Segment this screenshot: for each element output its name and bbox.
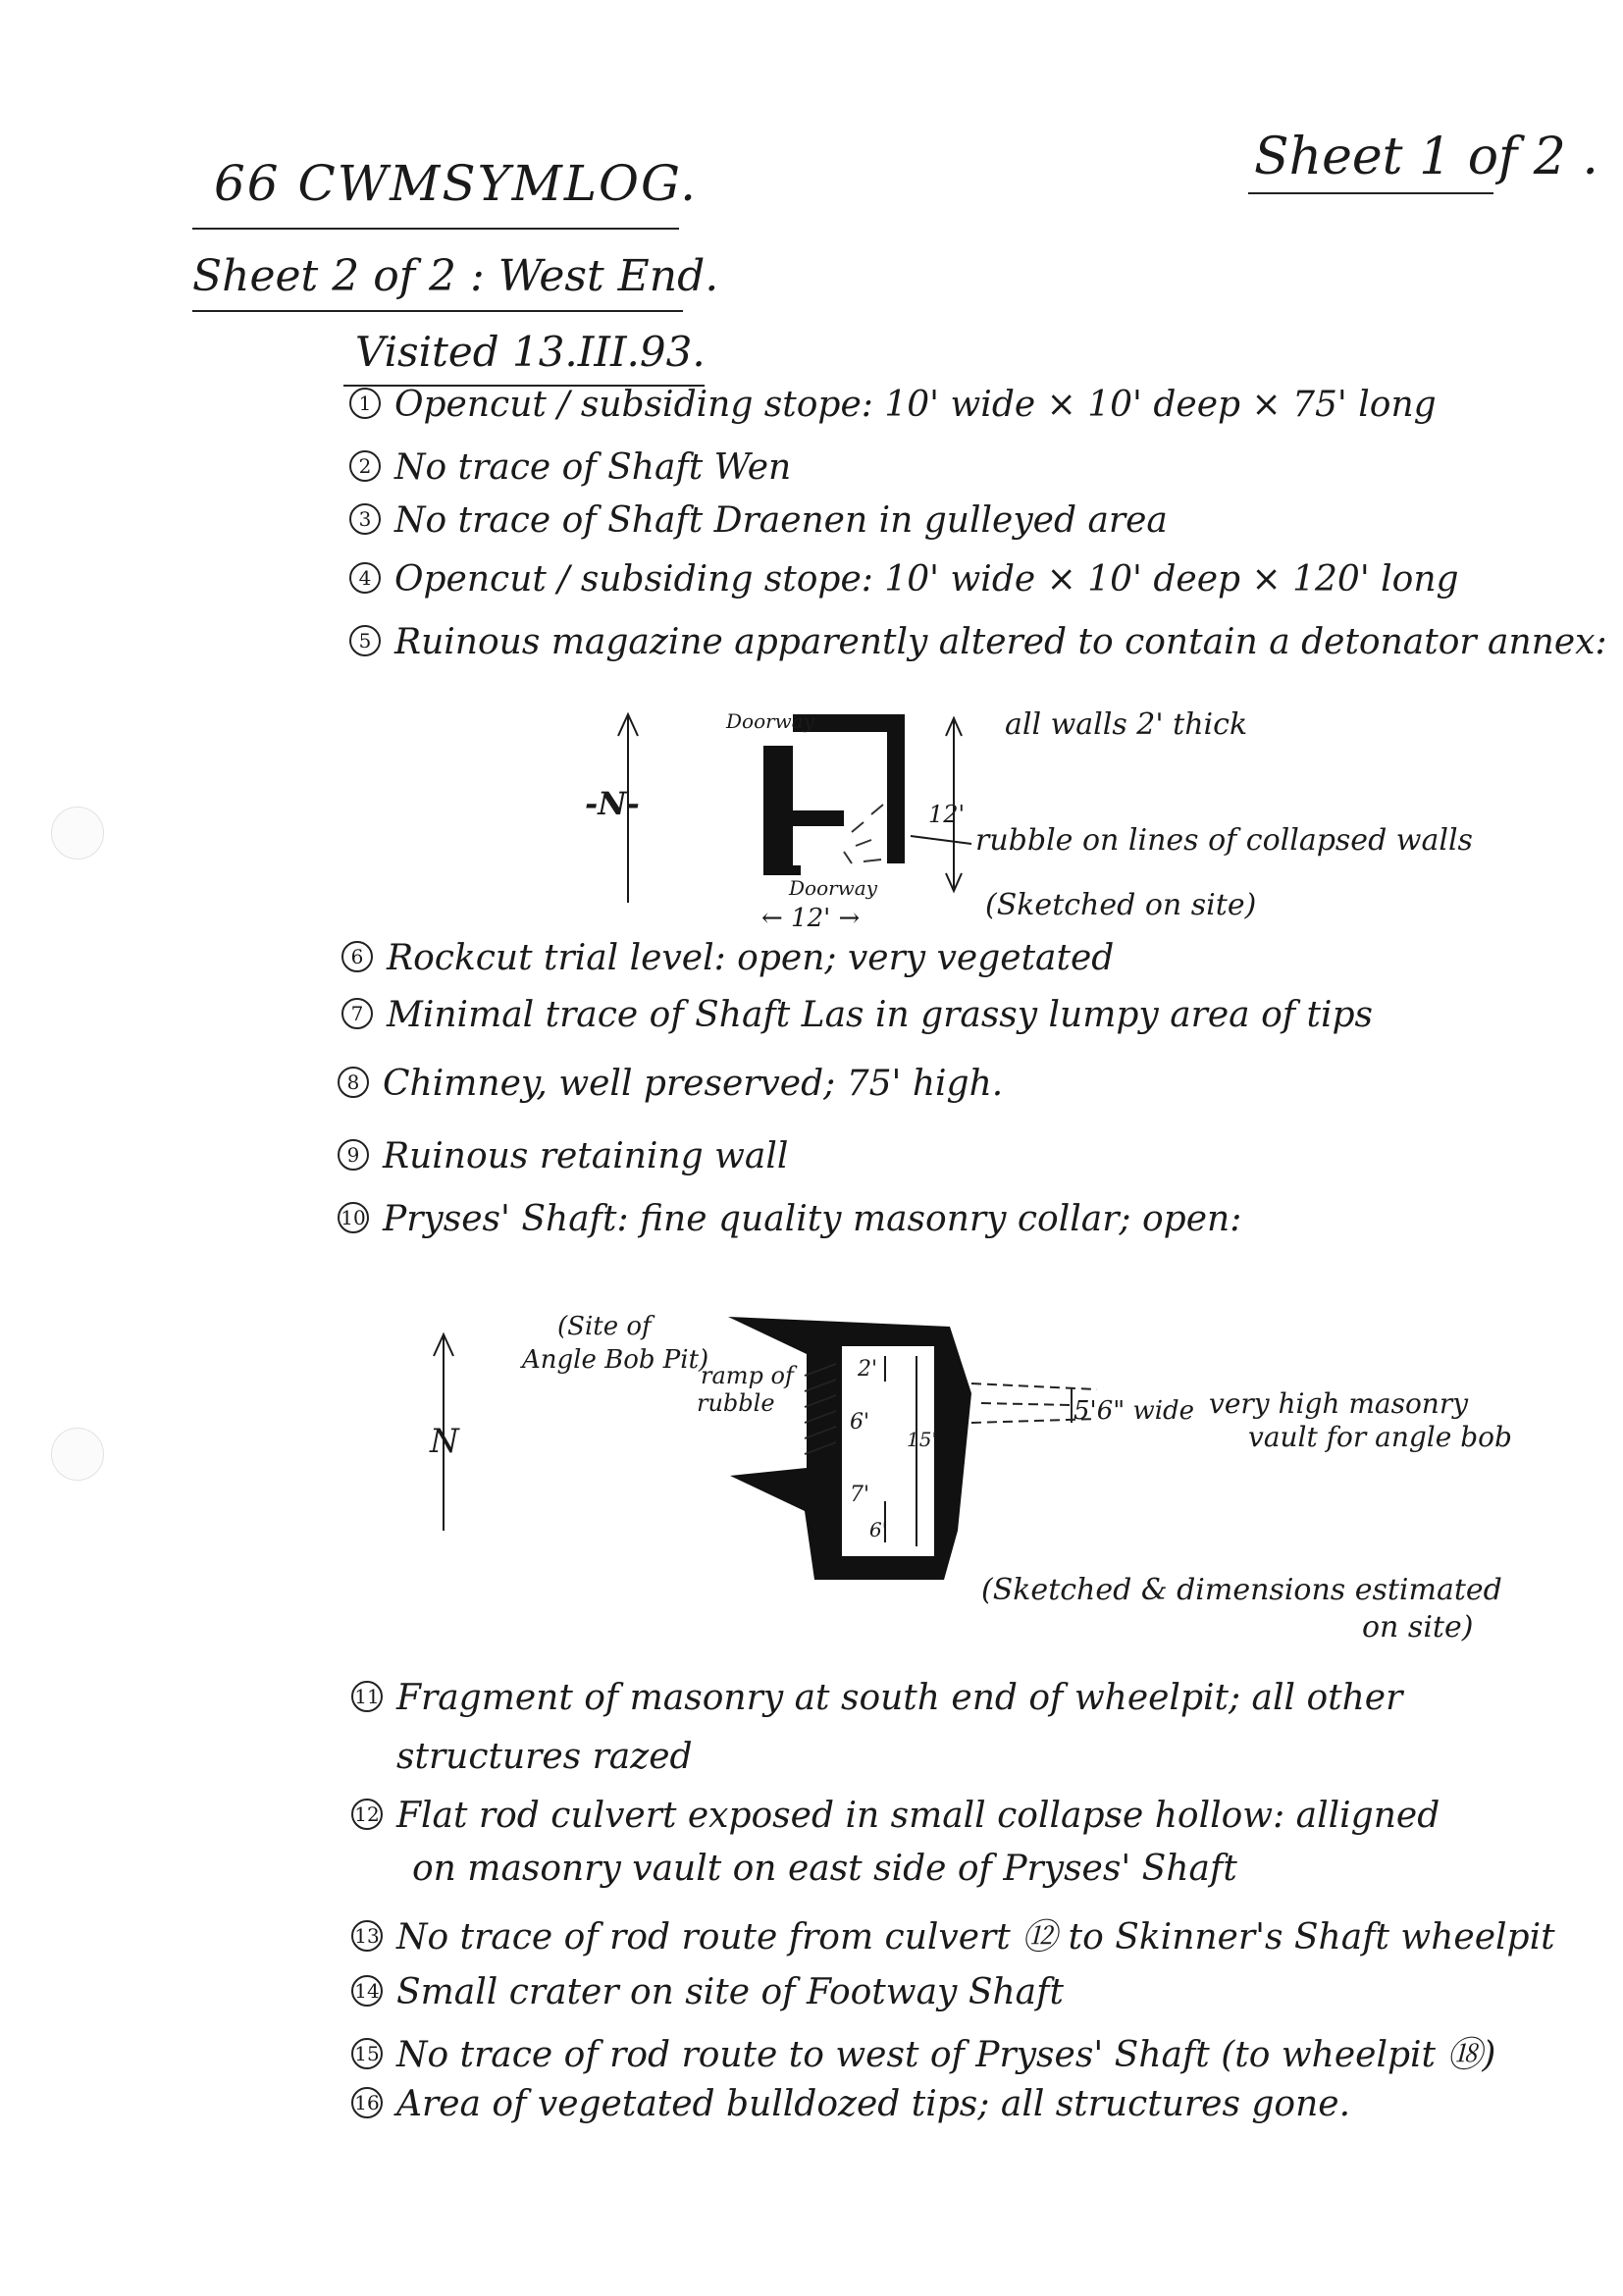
sheet-number: Sheet 1 of 2 . xyxy=(1254,128,1598,186)
list-item: 2 No trace of Shaft Wen xyxy=(349,447,791,488)
north-label-2: N xyxy=(430,1422,459,1461)
dim-2: 2' xyxy=(858,1357,878,1382)
dim-bottom-label: ← 12' → xyxy=(761,904,861,933)
list-item: 6 Rockcut trial level: open; very vegetated xyxy=(341,938,1114,978)
wall-inner xyxy=(793,810,844,826)
list-item: 1 Opencut / subsiding stope: 10' wide × 10' deep × 75' long xyxy=(349,385,1437,425)
list-item: 9 Ruinous retaining wall xyxy=(338,1136,788,1176)
vault-line xyxy=(971,1383,1097,1389)
wall-left xyxy=(763,746,793,865)
document-title: 66 CWMSYMLOG. xyxy=(214,155,699,212)
dim-15: 15' xyxy=(907,1428,937,1451)
rubble-mark xyxy=(852,822,864,832)
vault-line xyxy=(981,1403,1070,1405)
note-sketched-1: (Sketched on site) xyxy=(985,888,1257,922)
dim-6: 6' xyxy=(850,1410,870,1435)
visit-date: Visited 13.III.93. xyxy=(355,328,706,376)
list-item: 7 Minimal trace of Shaft Las in grassy lumpy area of tips xyxy=(341,995,1373,1035)
list-item: 15 No trace of rod route to west of Pryses' Shaft (to wheelpit ⑱) xyxy=(351,2027,1495,2077)
site-label-1: (Site of xyxy=(557,1312,652,1341)
dim-7: 7' xyxy=(850,1483,870,1507)
rubble-mark xyxy=(856,840,871,846)
dim-side-label: 12' xyxy=(928,801,966,828)
doorway-label-top: Doorway xyxy=(726,709,815,733)
ramp-label-2: rubble xyxy=(697,1389,775,1417)
shaft-interior xyxy=(842,1346,934,1556)
rubble-mark xyxy=(844,852,852,863)
wall-bottom-stub xyxy=(763,865,801,875)
dim-vault: 5'6" wide xyxy=(1073,1396,1195,1426)
list-item: 13 No trace of rod route from culvert ⑫ to Skinner's Shaft wheelpit xyxy=(351,1909,1555,1959)
list-item: 3 No trace of Shaft Draenen in gulleyed area xyxy=(349,500,1168,541)
doorway-label-bottom: Doorway xyxy=(789,876,878,900)
list-item: 4 Opencut / subsiding stope: 10' wide × 10' deep × 120' long xyxy=(349,559,1459,600)
note-walls: all walls 2' thick xyxy=(1005,707,1248,742)
vault-label-2: vault for angle bob xyxy=(1248,1421,1512,1453)
list-item: 12 Flat rod culvert exposed in small collapse hollow: alligned xyxy=(351,1796,1440,1836)
rubble-mark xyxy=(871,805,883,814)
list-item: 16 Area of vegetated bulldozed tips; all structures gone. xyxy=(351,2084,1350,2124)
list-item-continued: on masonry vault on east side of Pryses' Shaft xyxy=(412,1849,1237,1889)
list-item: 11 Fragment of masonry at south end of wheelpit; all other xyxy=(351,1678,1402,1718)
list-item: 14 Small crater on site of Footway Shaft xyxy=(351,1972,1064,2012)
list-item-continued: structures razed xyxy=(396,1737,693,1777)
list-item: 8 Chimney, well preserved; 75' high. xyxy=(338,1064,1003,1104)
ramp-label-1: ramp of xyxy=(701,1362,794,1389)
rubble-pointer xyxy=(911,836,971,844)
north-label-1: -N- xyxy=(585,785,640,822)
sketched-label-2: on site) xyxy=(1362,1610,1474,1644)
vault-label-1: very high masonry xyxy=(1209,1387,1469,1420)
rubble-mark xyxy=(864,860,881,861)
document-subtitle: Sheet 2 of 2 : West End. xyxy=(192,251,719,301)
wall-right xyxy=(887,714,905,863)
list-item: 10 Pryses' Shaft: fine quality masonry collar; open: xyxy=(338,1199,1241,1239)
list-item: 5 Ruinous magazine apparently altered to contain a detonator annex: xyxy=(349,622,1607,662)
sketched-label-1: (Sketched & dimensions estimated xyxy=(981,1573,1502,1607)
site-label-2: Angle Bob Pit) xyxy=(522,1345,709,1375)
dim-6b: 6' xyxy=(869,1518,888,1541)
note-rubble: rubble on lines of collapsed walls xyxy=(975,823,1473,858)
